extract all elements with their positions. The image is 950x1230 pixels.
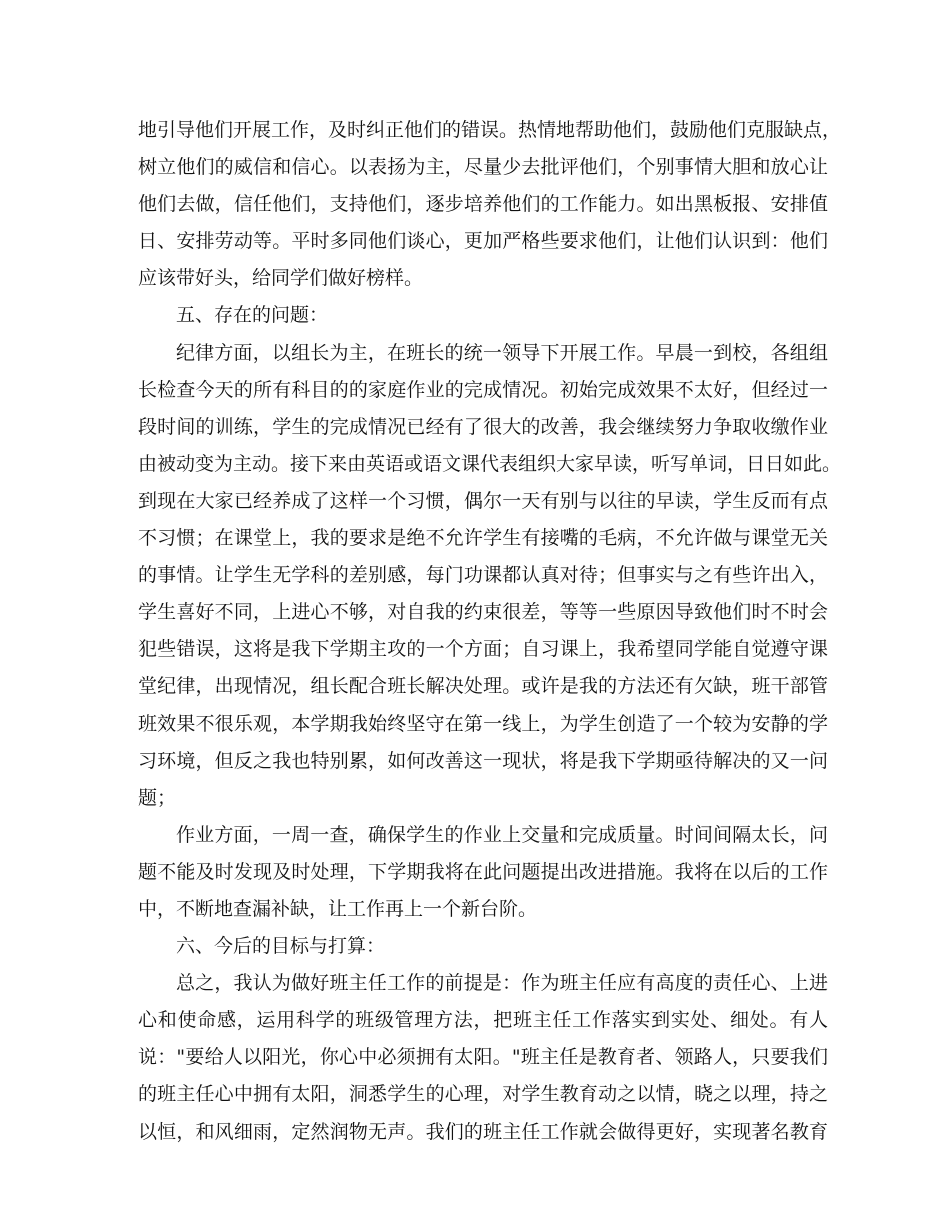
text-line: 题不能及时发现及时处理，下学期我将在此问题提出改进措施。我将在以后的工作 xyxy=(138,860,828,883)
text-line: 地引导他们开展工作，及时纠正他们的错误。热情地帮助他们，鼓励他们克服缺点， xyxy=(138,119,842,141)
text-line: 由被动变为主动。接下来由英语或语文课代表组织大家早读，听写单词，日日如此。 xyxy=(138,452,842,475)
text-line: 习环境，但反之我也特别累，如何改善这一现状，将是我下学期亟待解决的又一问 xyxy=(138,749,828,772)
text-line: 心和使命感，运用科学的班级管理方法，把班主任工作落实到实处、细处。有人 xyxy=(138,1009,828,1032)
text-line: 以恒，和风细雨，定然润物无声。我们的班主任工作就会做得更好，实现著名教育 xyxy=(138,1120,828,1143)
text-line: 总之，我认为做好班主任工作的前提是：作为班主任应有高度的责任心、上进 xyxy=(176,972,828,995)
text-line: 题； xyxy=(138,786,177,809)
text-line: 学生喜好不同，上进心不够，对自我的约束很差，等等一些原因导致他们时不时会 xyxy=(138,601,828,624)
text-line: 他们去做，信任他们，支持他们，逐步培养他们的工作能力。如出黑板报、安排值 xyxy=(138,193,828,216)
document-body xyxy=(138,112,842,1151)
text-line: 日、安排劳动等。平时多同他们谈心，更加严格些要求他们，让他们认识到：他们 xyxy=(138,230,828,253)
text-line: 班效果不很乐观，本学期我始终坚守在第一线上，为学生创造了一个较为安静的学 xyxy=(138,712,828,735)
text-line: 作业方面，一周一查，确保学生的作业上交量和完成质量。时间间隔太长，问 xyxy=(176,823,828,846)
text-line: 中，不断地查漏补缺，让工作再上一个新台阶。 xyxy=(138,897,538,920)
text-line: 长检查今天的所有科目的的家庭作业的完成情况。初始完成效果不太好，但经过一 xyxy=(138,378,828,401)
text-line: 到现在大家已经养成了这样一个习惯，偶尔一天有别与以往的早读，学生反而有点 xyxy=(138,489,828,512)
text-line: 六、今后的目标与打算： xyxy=(176,935,386,958)
text-line: 犯些错误，这将是我下学期主攻的一个方面；自习课上，我希望同学能自觉遵守课 xyxy=(138,638,828,661)
text-line: 纪律方面，以组长为主，在班长的统一领导下开展工作。早晨一到校，各组组 xyxy=(176,341,828,364)
text-line: 不习惯；在课堂上，我的要求是绝不允许学生有接嘴的毛病，不允许做与课堂无关 xyxy=(138,527,828,550)
text-line: 树立他们的威信和信心。以表扬为主，尽量少去批评他们，个别事情大胆和放心让 xyxy=(138,156,828,179)
text-line: 说："要给人以阳光，你心中必须拥有太阳。"班主任是教育者、领路人，只要我们 xyxy=(138,1046,828,1069)
text-line: 五、存在的问题： xyxy=(176,304,329,327)
text-line: 的事情。让学生无学科的差别感，每门功课都认真对待；但事实与之有些许出入， xyxy=(138,564,828,587)
text-line: 段时间的训练，学生的完成情况已经有了很大的改善，我会继续努力争取收缴作业 xyxy=(138,415,828,438)
text-line: 的班主任心中拥有太阳，洞悉学生的心理，对学生教育动之以情，晓之以理，持之 xyxy=(138,1083,828,1106)
text-line: 应该带好头，给同学们做好榜样。 xyxy=(138,267,424,290)
text-line: 堂纪律，出现情况，组长配合班长解决处理。或许是我的方法还有欠缺，班干部管 xyxy=(138,675,828,698)
